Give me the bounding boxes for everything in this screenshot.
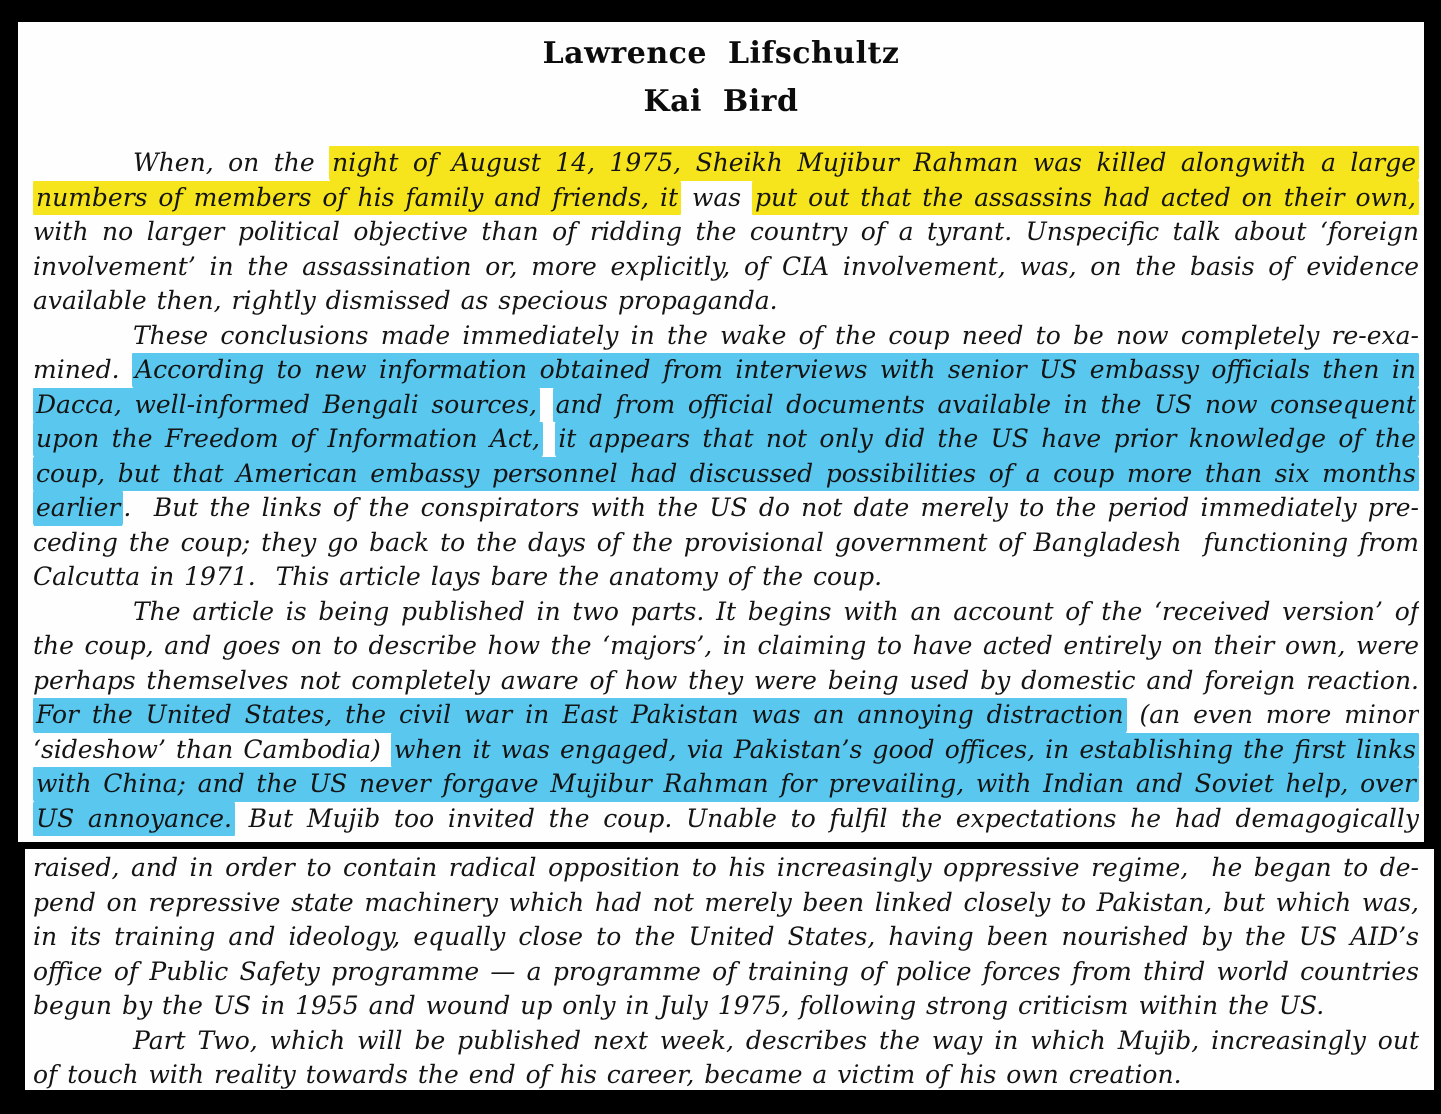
text-line — [33, 181, 1419, 216]
text-line — [33, 526, 1419, 561]
text-line — [33, 886, 1419, 921]
yellow-highlighted-text: numbers of members of his family and friends, it — [33, 181, 681, 216]
text-segment: the coup, and goes on to describe how the ‘majors’, in claiming to have acted entirely on their own, were — [33, 631, 1419, 660]
blue-highlighted-text: with China; and the US never forgave Mujibur Rahman for prevailing, with Indian and Soviet help, over — [33, 767, 1419, 802]
blue-highlighted-text: coup, but that American embassy personnel had discussed possibilities of a coup more than six months — [33, 457, 1419, 492]
text-segment: involvement’ in the assassination or, more explicitly, of CIA involvement, was, on the basis of evidence — [33, 251, 1419, 281]
text-line — [33, 802, 1419, 837]
page-scan-top-block — [18, 22, 1424, 842]
text-line — [33, 146, 1419, 181]
text-line — [33, 491, 1419, 526]
text-line — [33, 698, 1419, 733]
text-line — [33, 1024, 1419, 1059]
blue-highlighted-text: upon the Freedom of Information Act, — [33, 422, 543, 457]
blue-highlighted-text: when it was engaged, via Pakistan’s good offices, in establishing the first links — [391, 733, 1419, 768]
text-segment: available then, rightly dismissed as specious propaganda. — [33, 286, 778, 315]
blue-highlighted-text: For the United States, the civil war in East Pakistan was an annoying distraction — [33, 698, 1127, 733]
text-segment: These conclusions made immediately in the wake of the coup need to be now completely re-exa- — [133, 320, 1419, 350]
text-segment: of touch with reality towards the end of his career, became a victim of his own creation. — [33, 1060, 1182, 1089]
text-line — [33, 989, 1419, 1024]
text-line — [33, 920, 1419, 955]
text-line — [33, 215, 1419, 250]
text-line — [33, 1058, 1419, 1093]
text-segment: perhaps themselves not completely aware of how they were being used by domestic and foreign reaction. — [33, 665, 1419, 695]
yellow-highlighted-text: night of August 14, 1975, Sheikh Mujibur Rahman was killed alongwith a large — [329, 146, 1419, 181]
text-line — [33, 388, 1419, 423]
text-segment — [540, 390, 553, 419]
text-line — [33, 422, 1419, 457]
text-line — [33, 353, 1419, 388]
text-segment: mined. — [33, 355, 133, 384]
text-segment: ceding the coup; they go back to the days of the provisional government of Bangladesh functioning from — [33, 527, 1419, 557]
text-line — [33, 955, 1419, 990]
text-line — [33, 629, 1419, 664]
text-line — [33, 319, 1419, 354]
text-segment: When, on the — [133, 148, 330, 177]
text-segment: was — [681, 182, 753, 212]
text-segment: in its training and ideology, equally close to the United States, having been nourished by the US AID’s — [33, 922, 1419, 951]
text-segment: office of Public Safety programme — a programme of training of police forces from third world countries — [33, 956, 1419, 986]
author-name-1: Lawrence Lifschultz — [542, 36, 900, 71]
text-segment: . But the links of the conspirators with the US do not date merely to the period immediately pre- — [123, 493, 1419, 522]
body-text-bottom — [33, 851, 1419, 1093]
text-line — [33, 733, 1419, 768]
text-segment: Calcutta in 1971. This article lays bare the anatomy of the coup. — [33, 562, 883, 591]
page-scan-bottom-block — [25, 849, 1434, 1090]
text-line — [33, 595, 1419, 630]
text-line — [33, 284, 1419, 319]
text-segment: (an even more minor — [1126, 700, 1419, 729]
blue-highlighted-text: and from official documents available in the US now consequent — [553, 388, 1419, 423]
text-segment: ‘sideshow’ than Cambodia) — [33, 734, 391, 764]
author-name-2: Kai Bird — [643, 84, 799, 119]
text-segment: begun by the US in 1955 and wound up only in July 1975, following strong criticism within the US. — [33, 991, 1325, 1020]
text-segment: But Mujib too invited the coup. Unable to fulfil the expectations he had demagogically — [234, 803, 1419, 833]
text-segment: pend on repressive state machinery which had not merely been linked closely to Pakistan, but which was, — [33, 887, 1419, 917]
text-line — [33, 560, 1419, 595]
text-segment: raised, and in order to contain radical opposition to his increasingly oppressive regime, he began to de- — [33, 853, 1419, 882]
text-line — [33, 664, 1419, 699]
body-text-top — [33, 146, 1419, 836]
blue-highlighted-text: earlier — [33, 491, 123, 526]
yellow-highlighted-text: put out that the assassins had acted on their own, — [752, 181, 1419, 216]
text-segment — [543, 424, 555, 453]
blue-highlighted-text: According to new information obtained from interviews with senior US embassy officials then in — [132, 353, 1419, 388]
blue-highlighted-text: US annoyance. — [33, 802, 235, 837]
text-line — [33, 851, 1419, 886]
text-line — [33, 250, 1419, 285]
text-line — [33, 457, 1419, 492]
blue-highlighted-text: Dacca, well-informed Bengali sources, — [33, 388, 540, 423]
text-segment: with no larger political objective than of ridding the country of a tyrant. Unspecific talk about ‘foreign — [33, 217, 1419, 246]
text-line — [33, 767, 1419, 802]
text-segment: The article is being published in two parts. It begins with an account of the ‘received version’ of — [133, 596, 1419, 626]
blue-highlighted-text: it appears that not only did the US have prior knowledge of the — [555, 422, 1419, 457]
text-segment: Part Two, which will be published next week, describes the way in which Mujib, increasingly out — [133, 1025, 1419, 1055]
